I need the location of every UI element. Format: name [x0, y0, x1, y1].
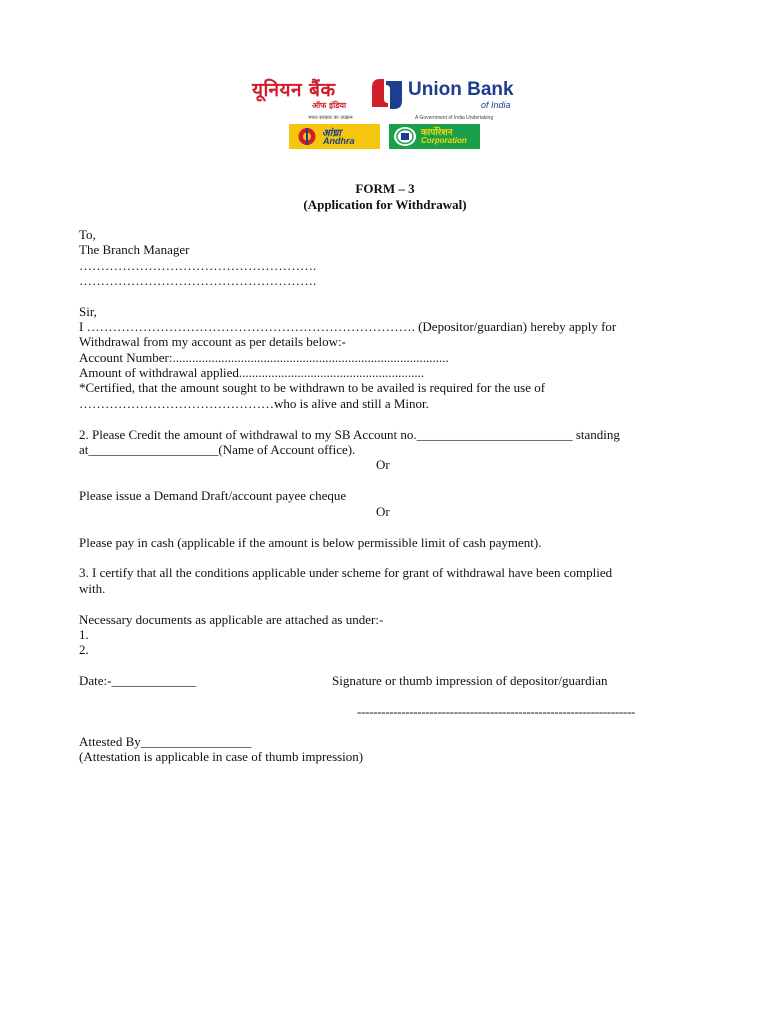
form-subtitle: (Application for Withdrawal) — [303, 197, 467, 212]
attested-by-field: Attested By_________________ — [79, 734, 252, 749]
form-title: FORM – 3 — [355, 181, 415, 196]
or-separator-2: Or — [376, 504, 390, 519]
corporation-hindi: कार्पोरेशन — [421, 128, 453, 138]
corporation-english: Corporation — [421, 136, 467, 145]
date-field: Date:-_____________ — [79, 673, 196, 688]
andhra-mark-icon — [297, 127, 317, 146]
demand-draft-line: Please issue a Demand Draft/account payee cheque — [79, 488, 347, 503]
account-number-line: Account Number:..................................................................................... — [79, 350, 449, 365]
address-line-2: ………………………………………………. — [79, 273, 317, 288]
andhra-logo — [289, 124, 380, 149]
minor-line: ………………………………………who is alive and still a Minor. — [79, 396, 429, 411]
logo-hindi-name: यूनियन बैंक — [252, 79, 336, 101]
document-item-1: 1. — [79, 627, 89, 642]
corporation-emblem-icon — [393, 126, 417, 147]
documents-line: Necessary documents as applicable are attached as under:- — [79, 612, 384, 627]
bank-logo — [226, 63, 550, 159]
amount-line: Amount of withdrawal applied......................................................... — [79, 365, 425, 380]
address-line-1: ………………………………………………. — [79, 258, 317, 273]
credit-line-2: at____________________(Name of Account office). — [79, 442, 356, 457]
union-bank-mark-icon — [368, 77, 406, 111]
andhra-hindi: आंध्रा — [322, 128, 341, 139]
salutation: Sir, — [79, 304, 97, 319]
attestation-note: (Attestation is applicable in case of thumb impression) — [79, 749, 364, 764]
logo-hindi-sub: ऑफ इंडिया — [312, 101, 347, 110]
to-label: To, — [79, 227, 96, 242]
applicant-line: I …………………………………………………………………. (Depositor/guardian) hereby apply for — [79, 319, 617, 334]
certified-line: *Certified, that the amount sought to be withdrawn to be availed is required for the use of — [79, 380, 546, 395]
certify-line-2: with. — [79, 581, 106, 596]
credit-line-1: 2. Please Credit the amount of withdrawal to my SB Account no.________________________ standing — [79, 427, 620, 442]
logo-english-name: Union Bank — [408, 79, 514, 100]
logo-english-sub: of India — [481, 100, 511, 110]
signature-line: --------------------------------------------------------------------- — [357, 704, 636, 719]
document-item-2: 2. — [79, 642, 89, 657]
or-separator-1: Or — [376, 457, 390, 472]
tagline-hindi: भारत सरकार का उपक्रम — [308, 115, 353, 121]
cash-line: Please pay in cash (applicable if the amount is below permissible limit of cash payment). — [79, 535, 542, 550]
signature-label: Signature or thumb impression of depositor/guardian — [332, 673, 608, 688]
corporation-logo — [389, 124, 480, 149]
branch-manager: The Branch Manager — [79, 242, 190, 257]
andhra-english: Andhra — [323, 136, 355, 146]
withdrawal-line: Withdrawal from my account as per details below:- — [79, 334, 346, 349]
certify-line-1: 3. I certify that all the conditions applicable under scheme for grant of withdrawal have been complied — [79, 565, 613, 580]
tagline-english: A Government of India Undertaking — [415, 115, 494, 121]
